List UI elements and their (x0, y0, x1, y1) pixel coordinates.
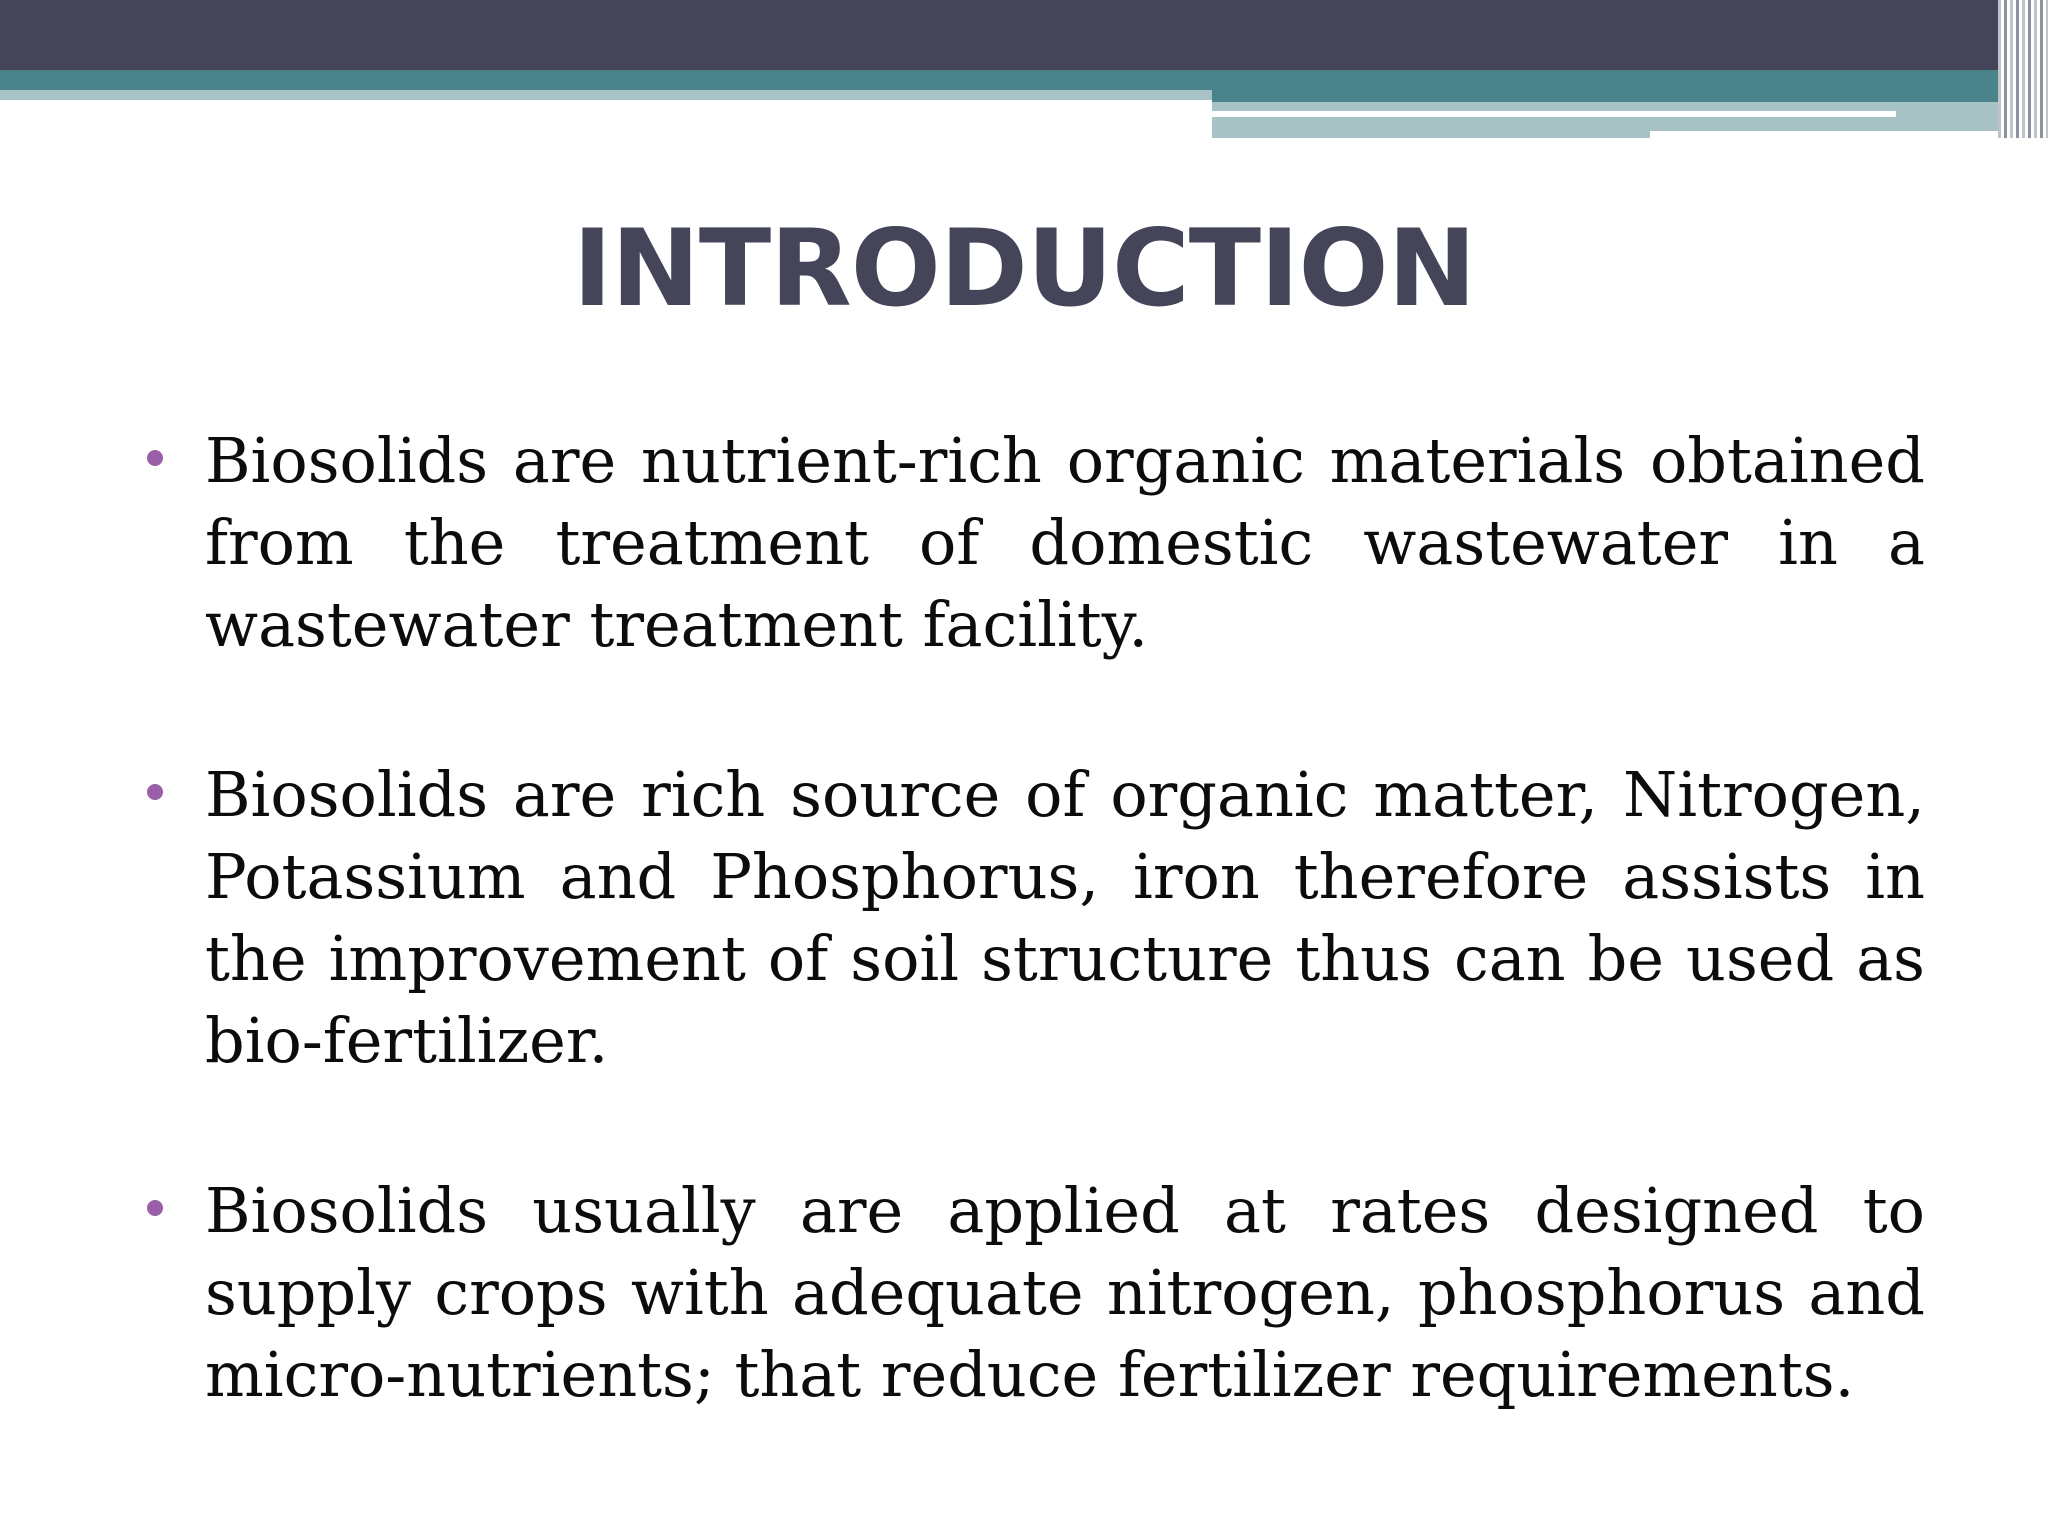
bullet-dot-icon (147, 450, 163, 466)
header-accent-line (1212, 111, 1896, 117)
header-bar-teal-right (1212, 90, 2048, 102)
header-accent-line-short (1650, 131, 2048, 138)
bullet-item (205, 1170, 1925, 1416)
header-bar-dark (0, 0, 2048, 70)
header-bar-light-left (0, 90, 1212, 100)
bullet-dot-icon (147, 784, 163, 800)
bullet-list (205, 420, 1925, 1504)
bullet-text: Biosolids are rich source of organic matter, Nitrogen, Potassium and Phosphorus, iron therefore assists in the improvement of soil structure thus can be used as bio-fertilizer. (205, 758, 1925, 1077)
bullet-item (205, 754, 1925, 1082)
bullet-text: Biosolids usually are applied at rates designed to supply crops with adequate nitrogen, phosphorus and micro-nutrients; that reduce fertilizer requirements. (205, 1174, 1925, 1411)
bullet-item (205, 420, 1925, 666)
slide-title: INTRODUCTION (572, 207, 1476, 330)
bullet-dot-icon (147, 1200, 163, 1216)
bullet-text: Biosolids are nutrient-rich organic materials obtained from the treatment of domestic wastewater in a wastewater treatment facility. (205, 424, 1925, 661)
header-edge-stripes (1998, 0, 2048, 138)
header-bar-teal (0, 70, 2048, 90)
